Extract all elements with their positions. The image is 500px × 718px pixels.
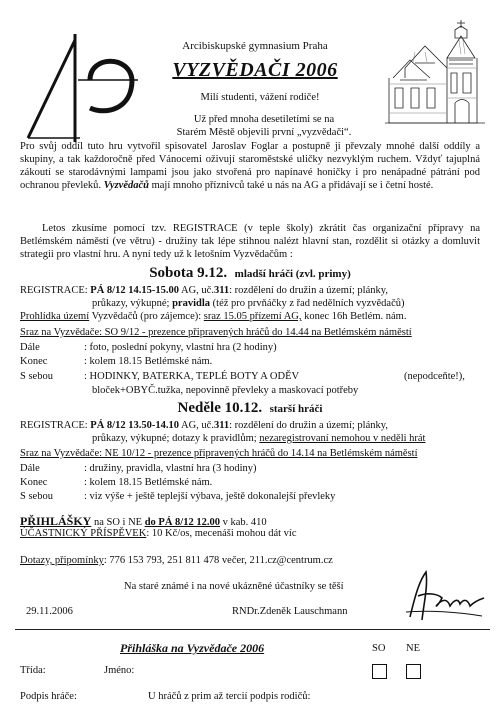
saturday-meeting: Sraz na Vyzvědače: SO 9/12 - prezence připravených hráčů do 14.44 na Betlémském náměstí (20, 327, 412, 338)
signup-line: PŘIHLÁŠKY na SO i NE do PÁ 8/12 12.00 v kab. 410 (20, 514, 267, 528)
closing-author: RNDr.Zdeněk Lauschmann (232, 606, 348, 617)
sunday-sebou: : viz výše + ještě teplejší výbava, ještě dokonalejší převleky (84, 491, 336, 502)
intro-line-2: Starém Městě objevili první „vyzvědači“. (176, 127, 352, 138)
school-name: Arcibiskupské gymnasium Praha (182, 40, 328, 52)
sunday-dale: : družiny, pravidla, vlastní hra (3 hodiny) (84, 463, 257, 474)
form-ne-label: NE (406, 643, 420, 654)
sunday-sebou-label: S sebou (20, 491, 53, 502)
closing-text: Na staré známé i na nové ukázněné účastníky se těší (124, 581, 344, 592)
form-divider (15, 629, 490, 630)
sunday-meeting: Sraz na Vyzvědače: NE 10/12 - prezence připravených hráčů do 14.14 na Betlémském náměstí (20, 448, 418, 459)
saturday-sebou-label: S sebou (20, 371, 53, 382)
contact-line: Dotazy, připomínky: 776 153 793, 251 811 478 večer, 211.cz@centrum.cz (20, 555, 333, 566)
handwritten-signature-icon (398, 562, 488, 632)
sunday-heading: Neděle 10.12. starší hráči (177, 400, 323, 416)
vyzvedacu-emphasis: Vyzvědačů (103, 180, 149, 191)
form-podpis-label: Podpis hráče: (20, 691, 77, 702)
form-trida-label: Třída: (20, 665, 46, 676)
form-title: Přihláška na Vyzvědače 2006 (120, 641, 265, 655)
saturday-sebou-1b: (nepodceňte!), (404, 371, 465, 382)
saturday-konec: : kolem 18.15 Betlémské nám. (84, 356, 213, 367)
sunday-registration-2: průkazy, výkupné; dotazy k pravidlům; nezaregistrovaní nemohou v neděli hrát (92, 433, 426, 444)
saturday-dale-label: Dále (20, 342, 40, 353)
form-jmeno-label: Jméno: (104, 665, 135, 676)
saturday-tour: Prohlídka území Vyzvědačů (pro zájemce): sraz 15.05 přízemí AG, konec 16h Betlém. nám. (20, 311, 407, 322)
form-so-checkbox[interactable] (372, 664, 387, 679)
fee-line: ÚČASTNICKÝ PŘÍSPĚVEK: 10 Kč/os, mecenáši mohou dát víc (20, 528, 297, 539)
intro-paragraph-1: Pro svůj oddíl tuto hru vytvořil spisovatel Jaroslav Foglar a postupně ji převzaly mnohé další oddíly a skupiny, a tak každoročně před Vánocemi oživují staroměstské uličky nezvyklým ruchem. Vždyť tajuplná zákoutí se starodávnými lampami jsou jako stvořená pro napínavé honičky i pro nenápadné pátrání pod ochranou převleků. Vyzvědačů mají mnoho příznivců také u nás na AG a přidávají se i četní hosté. (20, 141, 480, 191)
saturday-registration-2: průkazy, výkupné; pravidla (též pro prvňáčky z řad nedělních vyzvědačů) (92, 298, 405, 309)
form-ne-checkbox[interactable] (406, 664, 421, 679)
sunday-konec: : kolem 18.15 Betlémské nám. (84, 477, 213, 488)
sunday-dale-label: Dále (20, 463, 40, 474)
sunday-registration: REGISTRACE: PÁ 8/12 13.50-14.10 AG, uč.311: rozdělení do družin a území; plánky, (20, 420, 388, 431)
intro-line-1: Už před mnoha desetiletími se na (193, 114, 335, 125)
saturday-registration: REGISTRACE: PÁ 8/12 14.15-15.00 AG, uč.311: rozdělení do družin a území; plánky, (20, 285, 388, 296)
saturday-sebou-1: : HODINKY, BATERKA, TEPLÉ BOTY A ODĚV (84, 371, 300, 382)
closing-date: 29.11.2006 (26, 606, 73, 617)
form-so-label: SO (372, 643, 386, 654)
intro-paragraph-2: Letos zkusíme pomocí tzv. REGISTRACE (v teple školy) zkrátit čas organizační přípravy na Betlémském náměstí (ve větru) - družiny tak lépe stihnou nalézt hlavní stan, rozdělit si otázky a domluvit strategii pro vlastní hru. A nyní tedy už k letošním Vyzvědačům : (20, 223, 480, 260)
saturday-konec-label: Konec (20, 356, 48, 367)
saturday-dale: : foto, poslední pokyny, vlastní hra (2 hodiny) (84, 342, 277, 353)
sunday-konec-label: Konec (20, 477, 48, 488)
form-rodic-label: U hráčů z prim až tercií podpis rodičů: (148, 691, 311, 702)
page-title: VYZVĚDAČI 2006 (172, 59, 338, 81)
saturday-heading: Sobota 9.12. mladší hráči (zvl. primy) (149, 265, 351, 281)
saturday-sebou-2: bloček+OBYČ.tužka, nepovinně převleky a maskovací potřeby (92, 385, 359, 396)
greeting: Milí studenti, vážení rodiče! (200, 92, 320, 103)
